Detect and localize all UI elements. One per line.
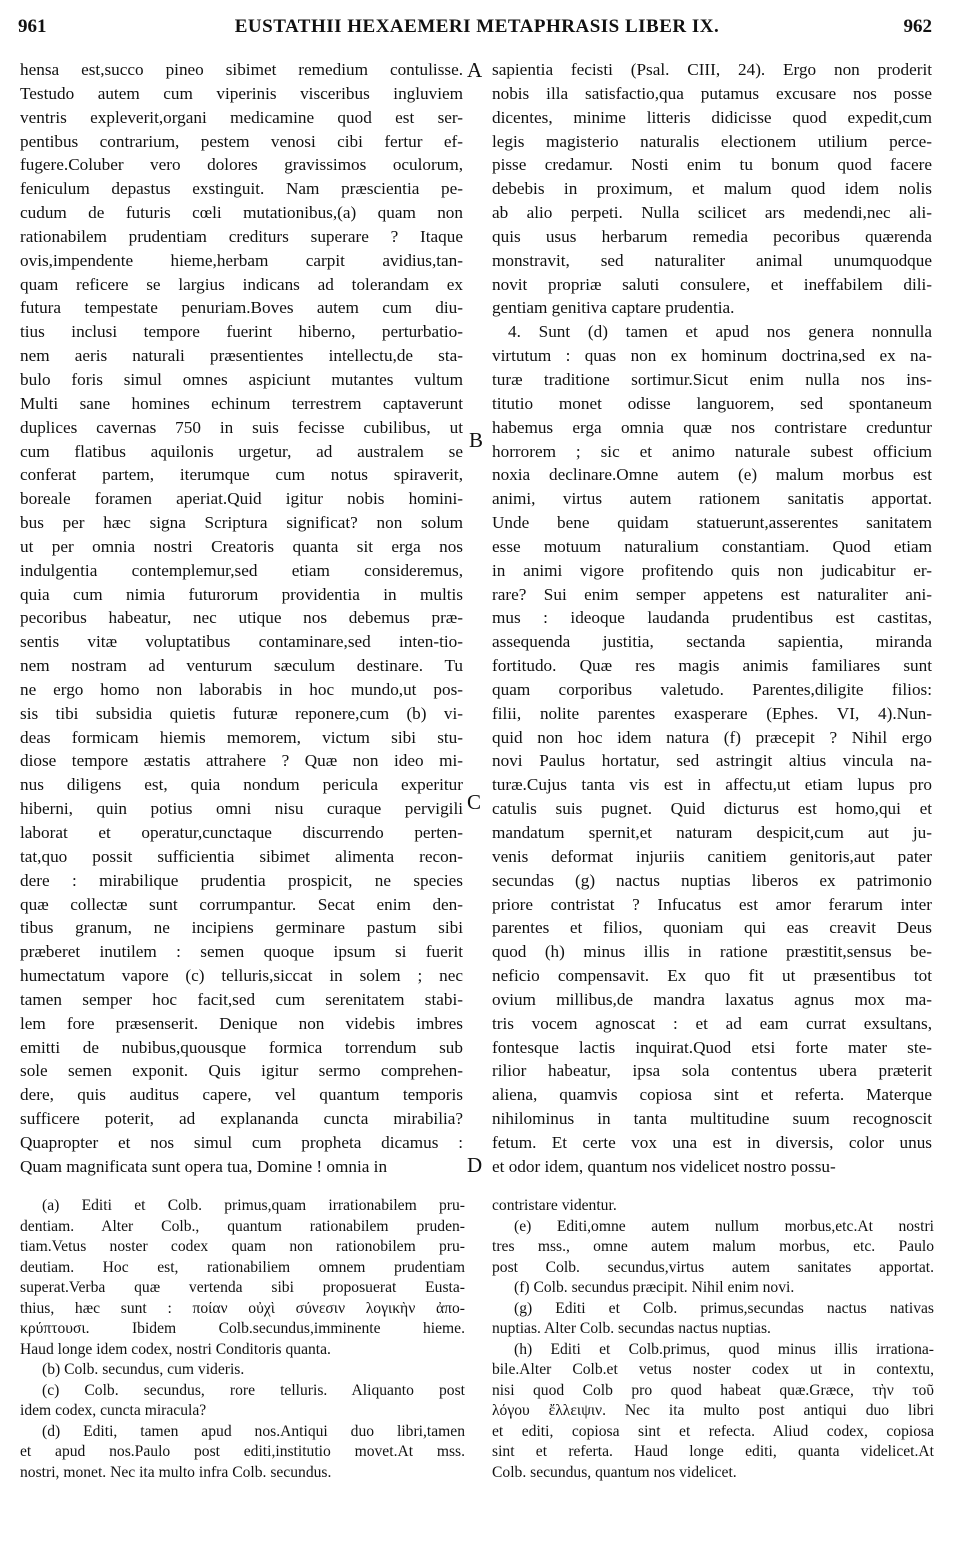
page-number-left: 961 xyxy=(18,16,47,37)
text-line: virtutum : quas non ex hominum doctrina,sed ex na- xyxy=(492,346,932,366)
text-line: cum flatibus aquilonis urgetur, ad australem se xyxy=(20,441,463,461)
footnote-line: Haud longe idem codex, nostri Conditoris quanta. xyxy=(20,1340,331,1358)
text-line: novit propriæ saluti consulere, et ineffabilem dili- xyxy=(492,274,932,294)
text-line: assequenda justitia, sectanda sapientia, miranda xyxy=(492,632,932,652)
text-line: fortitudo. Quæ res magis animis familiares sunt xyxy=(492,656,932,676)
text-line: gentiam genitiva captare prudentia. xyxy=(492,298,735,318)
text-line: hensa est,succo pineo sibimet remedium contulisse. xyxy=(20,60,463,79)
text-line: ovis,impendente hieme,herbam carpit avidius,tan- xyxy=(20,250,463,270)
text-line: mus : ideoque laudanda prudentibus est castitas, xyxy=(492,608,932,628)
footnote-line: nisi quod Colb pro quod habeat quæ.Græce, τὴν τοῦ xyxy=(492,1381,934,1399)
text-line: in animi vigore profitendo quis non judicabitur er- xyxy=(492,560,932,580)
text-line: Testudo autem cum viperinis visceribus ingluviem xyxy=(20,83,463,103)
text-line: laborat et operatur,cunctaque discurrendo perten- xyxy=(20,823,463,842)
text-line: Quapropter et nos simul cum propheta dicamus : xyxy=(20,1132,463,1152)
text-line: bus per hæc signa Scriptura significat? non solum xyxy=(20,513,463,533)
text-line: turæ traditione sortimur.Sicut enim nulla nos ins- xyxy=(492,369,932,389)
text-line: debebis in proximum, et malum quod idem nolis xyxy=(492,179,932,199)
text-line: rare? Sui enim semper appetens est naturaliter ani- xyxy=(492,584,932,604)
footnotes-right xyxy=(492,1196,934,1483)
text-line: aliena, quamvis copiosa sint et referta. Materque xyxy=(492,1085,932,1105)
text-line: tris vocem agnoscat : et ad eam currat exsultans, xyxy=(492,1013,932,1033)
footnote-line: deutiam. Hoc est, rationabiliem omnem prudentiam xyxy=(20,1258,465,1276)
text-line: et odor idem, quantum nos videlicet nostro possu- xyxy=(492,1156,836,1176)
footnote-line: tres mss., omne autem malum morbus, etc. Paulo xyxy=(492,1238,934,1255)
text-line: Multi sane homines echinum terrestrem captaverunt xyxy=(20,393,463,413)
margin-marker-c: C xyxy=(467,790,482,814)
footnote-line: κρύπτουσι. Ibidem Colb.secundus,imminente hieme. xyxy=(20,1320,465,1337)
footnote-line: post Colb. secundus,virtus autem sanitates apportat. xyxy=(492,1258,934,1276)
footnote-line: (c) Colb. secundus, rore telluris. Aliquanto post xyxy=(42,1381,465,1399)
text-line: venis deformat injuriis canitiem genitoris,aut pater xyxy=(492,846,932,866)
right-column-text xyxy=(492,58,932,1179)
page-number-right: 962 xyxy=(903,16,932,37)
text-line: boreale foramen aperiat.Quid igitur nobis homini- xyxy=(20,489,463,509)
margin-marker-b: B xyxy=(469,428,484,452)
text-line: filii, nolite parentes exasperare (Ephes. VI, 4).Nun- xyxy=(492,703,932,723)
text-line: secundas (g) nactus nuptias liberos ex patrimonio xyxy=(492,870,932,890)
text-line: diose tempore æstatis attrahere ? Quæ non ideo mi- xyxy=(20,751,463,771)
footnote-line: et apud nos.Paulo post editi,institutio movet.At mss. xyxy=(20,1443,465,1460)
text-line: pecoribus habeatur, nec utique nos debemus præ- xyxy=(20,608,463,628)
left-column-text xyxy=(20,58,463,1179)
text-line: noxia declinare.Omne autem (e) malum morbus est xyxy=(492,465,932,485)
text-line: sufficere poterit, ad explananda cuncta mirabilia? xyxy=(20,1109,463,1129)
text-line: horrorem ; sic et animo naturale subest officium xyxy=(492,441,932,461)
footnote-line: nostri, monet. Nec ita multo infra Colb. secundus. xyxy=(20,1463,332,1481)
text-line: Unde bene quidam statuerunt,asserentes sanitatem xyxy=(492,513,932,533)
page-header xyxy=(0,14,954,42)
text-line: quam reficere se largius indicans ad tolerandam ex xyxy=(20,274,463,294)
text-line: pisse credamur. Nosti enim tu bonum quod facere xyxy=(492,155,932,175)
footnote-line: (h) Editi et Colb.primus, quod minus illis irrationa- xyxy=(514,1340,934,1358)
text-line: dicentes, minime litteris didicisse quod expedit,cum xyxy=(492,107,932,127)
margin-marker-d: D xyxy=(467,1153,483,1177)
footnotes-left xyxy=(20,1196,465,1483)
text-line: esse motuum naturalium constantiam. Quod etiam xyxy=(492,536,932,556)
text-line: priore contristat ? Infucatus est amor ferarum inter xyxy=(492,894,932,914)
text-line: futura tempestate penuriam.Boves autem cum diu- xyxy=(20,298,463,318)
running-title: EUSTATHII HEXAEMERI METAPHRASIS LIBER IX. xyxy=(234,16,720,37)
text-line: mandatum spernit,et naturam despicit,cum aut ju- xyxy=(492,823,932,842)
footnote-line: sint et referta. Haud longe editi, quanta videlicet.At xyxy=(492,1443,934,1460)
text-line: bulo foris simul omnes aspiciunt mutantes vultum xyxy=(20,369,463,389)
footnote-line: thius, hæc sunt : ποίαν οὐχὶ σύνεσιν λογικὴν ἀπο- xyxy=(20,1299,465,1317)
text-line: quam corporibus valetudo. Parentes,diligite filios: xyxy=(492,679,932,699)
text-line: habemus erga omnia quæ nos contristare creduntur xyxy=(492,417,932,437)
text-line: ne ergo homo non laborabis in hoc mundo,ut pos- xyxy=(20,679,463,699)
text-line: ventris expleverit,organi medicamine quod est ser- xyxy=(20,107,463,127)
text-line: Quam magnificata sunt opera tua, Domine ! omnia in xyxy=(20,1156,388,1176)
text-line: nus diligens est, quia nondum pericula experitur xyxy=(20,775,463,795)
text-line: tius inclusi tempore fuerint hiberno, perturbatio- xyxy=(20,322,463,342)
text-line: tibus granum, ne incipiens germinare pastum sibi xyxy=(20,918,463,938)
text-line: duplices cavernas 750 in suis fecisse cubilibus, ut xyxy=(20,417,463,437)
text-line: tamen semper hoc facit,sed cum serenitatem stabi- xyxy=(20,989,463,1009)
text-line: catulis suis pugnet. Quid dicturus est homo,qui et xyxy=(492,799,932,819)
text-line: emitti de nubibus,quousque formica torrendum sub xyxy=(20,1037,463,1057)
text-line: tat,quo possit sufficientia sibimet alimenta recon- xyxy=(20,846,463,866)
text-line: monstravit, sed naturaliter animal unumquodque xyxy=(492,250,932,270)
footnote-line: dentiam. Alter Colb., quantum rationabilem pruden- xyxy=(20,1217,465,1235)
text-line: lem fore præsenserit. Denique non videbis imbres xyxy=(20,1013,463,1033)
text-line: 4. Sunt (d) tamen et apud nos genera nonnulla xyxy=(508,322,932,342)
text-line: quid non hoc idem natura (f) præcepit ? Nihil ergo xyxy=(492,727,932,747)
text-line: pentibus contrarium, pestem venosi cibi fertur ef- xyxy=(20,131,463,151)
text-line: rationabilem prudentiam crediturs superare ? Itaque xyxy=(20,226,463,246)
margin-marker-a: A xyxy=(467,58,483,82)
footnote-line: (g) Editi et Colb. primus,secundas nactus nativas xyxy=(514,1299,934,1317)
text-line: legis magisterio naturalis electionem utilium perce- xyxy=(492,131,932,151)
text-line: cudum de futuris cœli mutationibus,(a) quam non xyxy=(20,203,463,223)
footnote-line: (f) Colb. secundus præcipit. Nihil enim novi. xyxy=(514,1279,795,1296)
text-line: ut per omnia nostri Creatoris quanta sit erga nos xyxy=(20,536,463,556)
footnote-line: nuptias. Alter Colb. secundas nactus nuptias. xyxy=(492,1320,771,1337)
footnote-line: (d) Editi, tamen apud nos.Antiqui duo libri,tamen xyxy=(42,1422,465,1440)
text-line: quis usus herbarum remedia pecoribus quærenda xyxy=(492,226,932,246)
text-line: dere, quis auditus capere, vel quantum temporis xyxy=(20,1085,463,1105)
text-line: sapientia fecisti (Psal. CIII, 24). Ergo non proderit xyxy=(492,60,932,79)
text-line: animi, virtus autem rationem sanitatis apportat. xyxy=(492,489,932,509)
text-line: parentes et filios, quoniam qui eas creavit Deus xyxy=(492,918,932,938)
text-line: sentis vitæ voluptatibus contaminare,sed inten-tio- xyxy=(20,632,463,652)
text-line: præberet inutilem : semen quoque ipsum si fuerit xyxy=(20,942,463,962)
footnote-line: λόγου ἔλλειψιν. Nec ita multo post antiqui duo libri xyxy=(492,1402,934,1419)
text-line: fugere.Coluber vero dolores gravissimos oculorum, xyxy=(20,155,463,175)
footnote-line: tiam.Vetus noster codex quam non rationobilem pru- xyxy=(20,1238,465,1255)
text-line: nem aeris naturali præsentientes intellectu,de sta- xyxy=(20,346,463,366)
text-line: feniculum depastus exstinguit. Nam præscientia pe- xyxy=(20,179,463,199)
footnote-line: bile.Alter Colb.et vetus noster codex ut in contextu, xyxy=(492,1361,934,1378)
text-line: turæ.Cujus tanta vis est in affectu,ut etiam lupus pro xyxy=(492,775,932,795)
text-line: indulgentia contemplemur,sed etiam consideremus, xyxy=(20,560,463,580)
text-line: quæ collectæ sunt corrumpantur. Secat enim den- xyxy=(20,894,463,914)
text-line: quod (h) minus illis in ratione præstitit,sensus be- xyxy=(492,942,932,962)
text-line: neficio compensavit. Ex quo fit ut præsentibus tot xyxy=(492,966,932,986)
footnote-line: (b) Colb. secundus, cum videris. xyxy=(42,1361,245,1378)
footnote-line: et editi, copiosa sint et refecta. Aliud codex, copiosa xyxy=(492,1422,934,1440)
text-line: rilior habeatur, ipsa sola contentus ubera præterit xyxy=(492,1061,932,1081)
text-line: humectatum vapore (c) telluris,siccat in solem ; nec xyxy=(20,966,463,986)
text-line: novi Paulus hortatur, sed astringit altius vincula na- xyxy=(492,751,932,771)
text-line: quia cum nimia futurorum providentia in multis xyxy=(20,584,463,604)
text-line: ab alio perpeti. Nulla scilicet ars medendi,nec ali- xyxy=(492,203,932,223)
text-line: conferat partem, iterumque cum notus spiraverit, xyxy=(20,465,463,485)
text-line: dere : mirabilique prudentia prospicit, ne species xyxy=(20,870,463,890)
text-line: nobis illa satisfactio,qua putamus excusare nos posse xyxy=(492,83,932,103)
text-line: fontesque lactis inquirat.Quod etsi forte mater ste- xyxy=(492,1037,932,1057)
footnote-line: idem codex, cuncta miracula? xyxy=(20,1402,207,1419)
footnote-line: (e) Editi,omne autem nullum morbus,etc.At nostri xyxy=(514,1217,934,1235)
text-line: nihilominus in tanta multitudine suum recognoscit xyxy=(492,1109,932,1129)
text-line: fetum. Et certe vox una est in diversis, color unus xyxy=(492,1132,932,1152)
footnote-line: Colb. secundus, quantum nos videlicet. xyxy=(492,1463,737,1481)
text-line: deas formicam hiemis memorem, victum sibi stu- xyxy=(20,727,463,747)
text-line: ovium millibus,de mandra laxatus agnus mox ma- xyxy=(492,989,932,1009)
footnote-line: superat.Verba quæ vertenda sibi proposuerat Eusta- xyxy=(20,1279,465,1296)
text-line: hiberni, quin potius omni nisu curaque pervigili xyxy=(20,799,463,819)
text-line: titutio monet odisse languorem, sed spontaneum xyxy=(492,393,932,413)
text-line: nem nostram ad venturum sæculum destinare. Tu xyxy=(20,656,463,676)
footnote-line: (a) Editi et Colb. primus,quam irrationabilem pru- xyxy=(42,1197,465,1214)
text-line: sole semen exponit. Quis igitur sermo comprehen- xyxy=(20,1061,463,1081)
text-line: sis tibi subsidia quietis futuræ reponere,cum (b) vi- xyxy=(20,703,463,723)
footnote-line: contristare videntur. xyxy=(492,1197,617,1214)
